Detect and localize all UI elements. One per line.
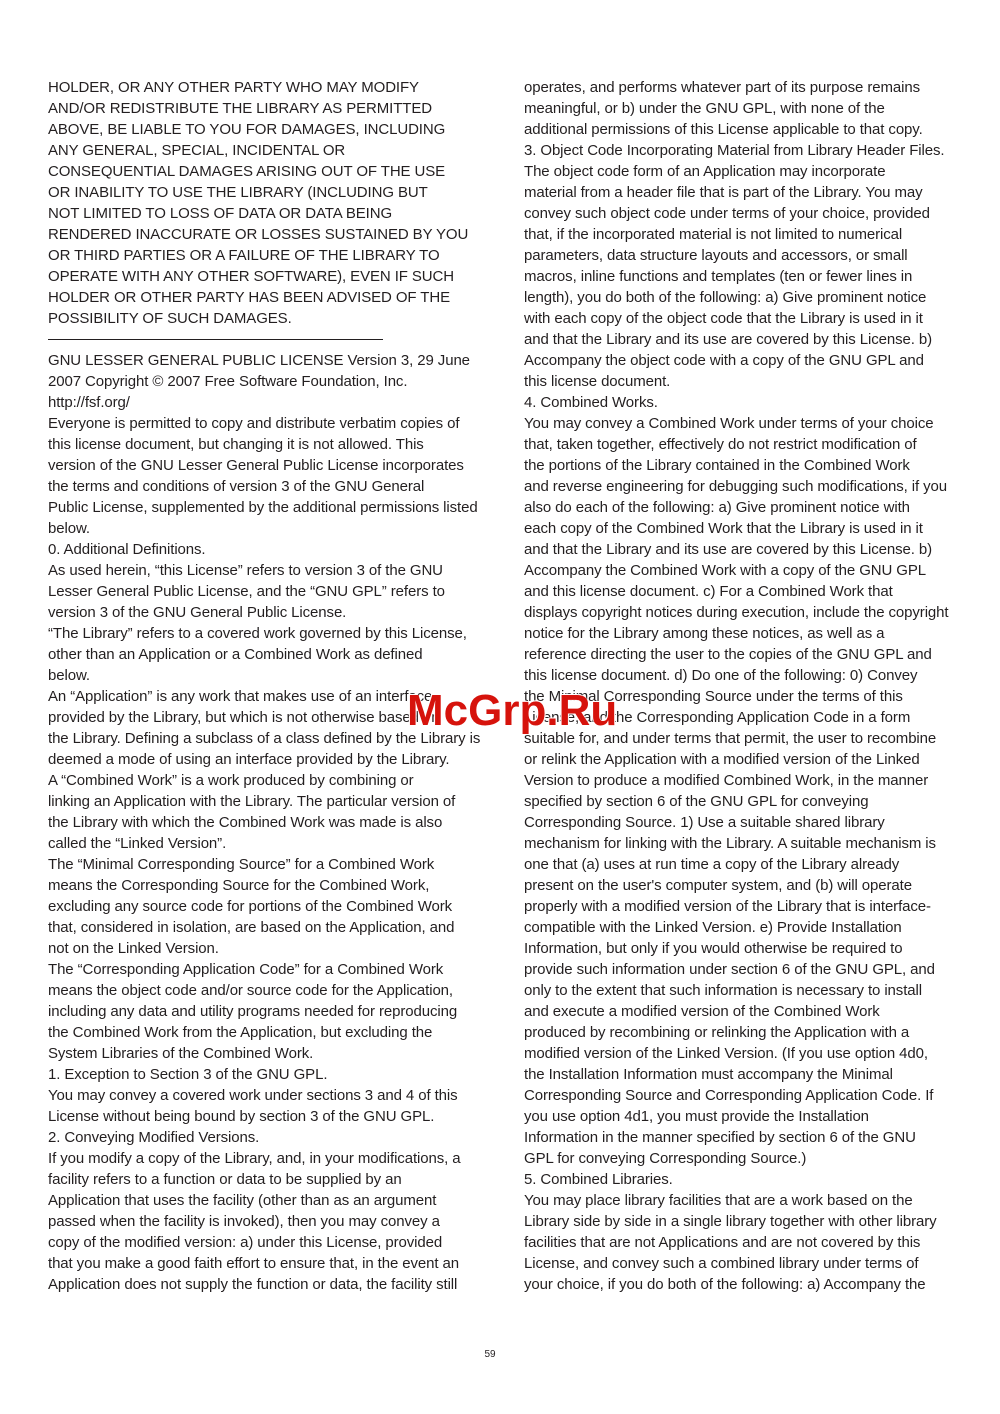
text-line: Lesser General Public License, and the “GNU GPL” refers to [48,583,445,600]
text-line: one that (a) uses at run time a copy of the Library already [524,856,900,873]
text-line: called the “Linked Version”. [48,835,227,852]
text-line: Information in the manner specified by section 6 of the GNU [524,1129,916,1146]
text-line: you use option 4d1, you must provide the Installation [524,1108,869,1125]
text-line: means the object code and/or source code for the Application, [48,982,453,999]
text-line: The object code form of an Application may incorporate [524,163,886,180]
text-line: A “Combined Work” is a work produced by combining or [48,772,414,789]
disclaimer-line: OPERATE WITH ANY OTHER SOFTWARE), EVEN IF SUCH [48,268,454,285]
text-line: the Library. Defining a subclass of a class defined by the Library is [48,730,481,747]
text-line: this license document, but changing it is not allowed. This [48,436,424,453]
text-line: additional permissions of this License applicable to that copy. [524,121,923,138]
text-line: linking an Application with the Library. The particular version of [48,793,456,810]
text-line: that you make a good faith effort to ensure that, in the event an [48,1255,460,1272]
text-line: As used herein, “this License” refers to version 3 of the GNU [48,562,443,579]
text-line: 4. Combined Works. [524,394,658,411]
text-line: this license document. d) Do one of the following: 0) Convey [524,667,918,684]
text-line: provide such information under section 6 of the GNU GPL, and [524,961,935,978]
text-line: meaningful, or b) under the GNU GPL, with none of the [524,100,885,117]
text-line: convey such object code under terms of your choice, provided [524,205,930,222]
text-line: License, and convey such a combined library under terms of [524,1255,919,1272]
text-line: below. [48,667,90,684]
text-line: this license document. [524,373,671,390]
text-line: 2007 Copyright © 2007 Free Software Foundation, Inc. [48,373,408,390]
text-line: notice for the Library among these notices, as well as a [524,625,885,642]
disclaimer-line: ANY GENERAL, SPECIAL, INCIDENTAL OR [48,142,346,159]
text-line: specified by section 6 of the GNU GPL for conveying [524,793,869,810]
text-line: and that the Library and its use are covered by this License. b) [524,331,933,348]
text-line: the Installation Information must accompany the Minimal [524,1066,893,1083]
text-line: the Library with which the Combined Work was made is also [48,814,443,831]
text-line: You may place library facilities that are a work based on the [524,1192,913,1209]
text-line: “The Library” refers to a covered work governed by this License, [48,625,467,642]
text-line: 5. Combined Libraries. [524,1171,673,1188]
text-line: produced by recombining or relinking the Application with a [524,1024,910,1041]
text-line: the Combined Work from the Application, but excluding the [48,1024,433,1041]
disclaimer-line: ABOVE, BE LIABLE TO YOU FOR DAMAGES, INCLUDING [48,121,446,138]
text-line: displays copyright notices during execution, include the copyright [524,604,949,621]
text-line: that, taken together, effectively do not restrict modification of [524,436,917,453]
disclaimer-line: OR INABILITY TO USE THE LIBRARY (INCLUDING BUT [48,184,428,201]
text-line: including any data and utility programs needed for reproducing [48,1003,458,1020]
text-line: Version to produce a modified Combined Work, in the manner [524,772,929,789]
text-line: that, considered in isolation, are based on the Application, and [48,919,455,936]
text-line: Corresponding Source. 1) Use a suitable shared library [524,814,885,831]
text-line: or relink the Application with a modified version of the Linked [524,751,920,768]
disclaimer-line: NOT LIMITED TO LOSS OF DATA OR DATA BEING [48,205,393,222]
text-line: GPL for conveying Corresponding Source.) [524,1150,807,1167]
text-line: the portions of the Library contained in the Combined Work [524,457,910,474]
text-line: the Minimal Corresponding Source under the terms of this [524,688,903,705]
text-line: version of the GNU Lesser General Public License incorporates [48,457,464,474]
text-line: Accompany the Combined Work with a copy of the GNU GPL [524,562,927,579]
text-line: each copy of the Combined Work that the Library is used in it [524,520,923,537]
disclaimer-line: HOLDER OR OTHER PARTY HAS BEEN ADVISED OF THE [48,289,450,306]
text-line: and execute a modified version of the Combined Work [524,1003,880,1020]
text-line: copy of the modified version: a) under this License, provided [48,1234,443,1251]
text-line: with each copy of the object code that the Library is used in it [524,310,923,327]
text-line: You may convey a Combined Work under terms of your choice [524,415,934,432]
text-line: and reverse engineering for debugging such modifications, if you [524,478,948,495]
text-line: reference directing the user to the copies of the GNU GPL and [524,646,932,663]
text-line: mechanism for linking with the Library. A suitable mechanism is [524,835,936,852]
text-line: compatible with the Linked Version. e) Provide Installation [524,919,902,936]
text-line: properly with a modified version of the Library that is interface- [524,898,931,915]
text-line: excluding any source code for portions of the Combined Work [48,898,453,915]
text-line: The “Minimal Corresponding Source” for a Combined Work [48,856,435,873]
license-text-block [48,350,480,1295]
watermark-logo: McGrp.Ru [407,686,618,735]
text-line: operates, and performs whatever part of its purpose remains [524,79,920,96]
text-line: passed when the facility is invoked), then you may convey a [48,1213,440,1230]
disclaimer-line: RENDERED INACCURATE OR LOSSES SUSTAINED BY YOU [48,226,469,243]
disclaimer-line: CONSEQUENTIAL DAMAGES ARISING OUT OF THE USE [48,163,446,180]
text-line: material from a header file that is part of the Library. You may [524,184,923,201]
text-line: also do each of the following: a) Give prominent notice with [524,499,910,516]
text-line: only to the extent that such information is necessary to install [524,982,922,999]
text-line: macros, inline functions and templates (ten or fewer lines in [524,268,913,285]
text-line: and that the Library and its use are covered by this License. b) [524,541,933,558]
text-line: 1. Exception to Section 3 of the GNU GPL. [48,1066,328,1083]
text-line: present on the user's computer system, and (b) will operate [524,877,912,894]
disclaimer-block [48,77,480,329]
text-line: modified version of the Linked Version. (If you use option 4d0, [524,1045,928,1062]
text-line: that, if the incorporated material is not limited to numerical [524,226,903,243]
text-line: version 3 of the GNU General Public License. [48,604,347,621]
text-line: Corresponding Source and Corresponding Application Code. If [524,1087,934,1104]
text-line: You may convey a covered work under sections 3 and 4 of this [48,1087,458,1104]
text-line: deemed a mode of using an interface provided by the Library. [48,751,450,768]
text-line: facility refers to a function or data to be supplied by an [48,1171,402,1188]
text-line: facilities that are not Applications and are not covered by this [524,1234,921,1251]
text-line: Everyone is permitted to copy and distribute verbatim copies of [48,415,460,432]
text-line: The “Corresponding Application Code” for a Combined Work [48,961,444,978]
text-line: not on the Linked Version. [48,940,219,957]
text-line: Application that uses the facility (other than as an argument [48,1192,437,1209]
text-line: System Libraries of the Combined Work. [48,1045,314,1062]
section-divider [48,339,383,340]
text-line: below. [48,520,90,537]
text-line: Library side by side in a single library together with other library [524,1213,937,1230]
disclaimer-line: AND/OR REDISTRIBUTE THE LIBRARY AS PERMITTED [48,100,433,117]
text-line: 3. Object Code Incorporating Material from Library Header Files. [524,142,945,159]
text-line: Accompany the object code with a copy of the GNU GPL and [524,352,924,369]
text-line: License without being bound by section 3 of the GNU GPL. [48,1108,435,1125]
text-line: length), you do both of the following: a) Give prominent notice [524,289,927,306]
text-line: means the Corresponding Source for the Combined Work, [48,877,430,894]
text-line: Application does not supply the function or data, the facility still [48,1276,458,1293]
text-line: 0. Additional Definitions. [48,541,206,558]
text-line: other than an Application or a Combined Work as defined [48,646,423,663]
disclaimer-line: HOLDER, OR ANY OTHER PARTY WHO MAY MODIFY [48,79,419,96]
text-line: suitable for, and under terms that permit, the user to recombine [524,730,937,747]
page-number: 59 [484,1349,496,1360]
text-line: GNU LESSER GENERAL PUBLIC LICENSE Version 3, 29 June [48,352,470,369]
text-line: the terms and conditions of version 3 of the GNU General [48,478,425,495]
disclaimer-line: OR THIRD PARTIES OR A FAILURE OF THE LIBRARY TO [48,247,440,264]
disclaimer-line: POSSIBILITY OF SUCH DAMAGES. [48,310,292,327]
text-line: and this license document. c) For a Combined Work that [524,583,893,600]
text-line: parameters, data structure layouts and accessors, or small [524,247,908,264]
text-line: provided by the Library, but which is not otherwise based on [48,709,440,726]
text-line: License, and the Corresponding Application Code in a form [524,709,911,726]
text-line: Information, but only if you would otherwise be required to [524,940,903,957]
text-line: If you modify a copy of the Library, and, in your modifications, a [48,1150,461,1167]
text-line: http://fsf.org/ [48,394,130,411]
text-line: your choice, if you do both of the following: a) Accompany the [524,1276,926,1293]
text-line: Public License, supplemented by the additional permissions listed [48,499,478,516]
text-line: An “Application” is any work that makes use of an interface [48,688,433,705]
text-line: 2. Conveying Modified Versions. [48,1129,260,1146]
